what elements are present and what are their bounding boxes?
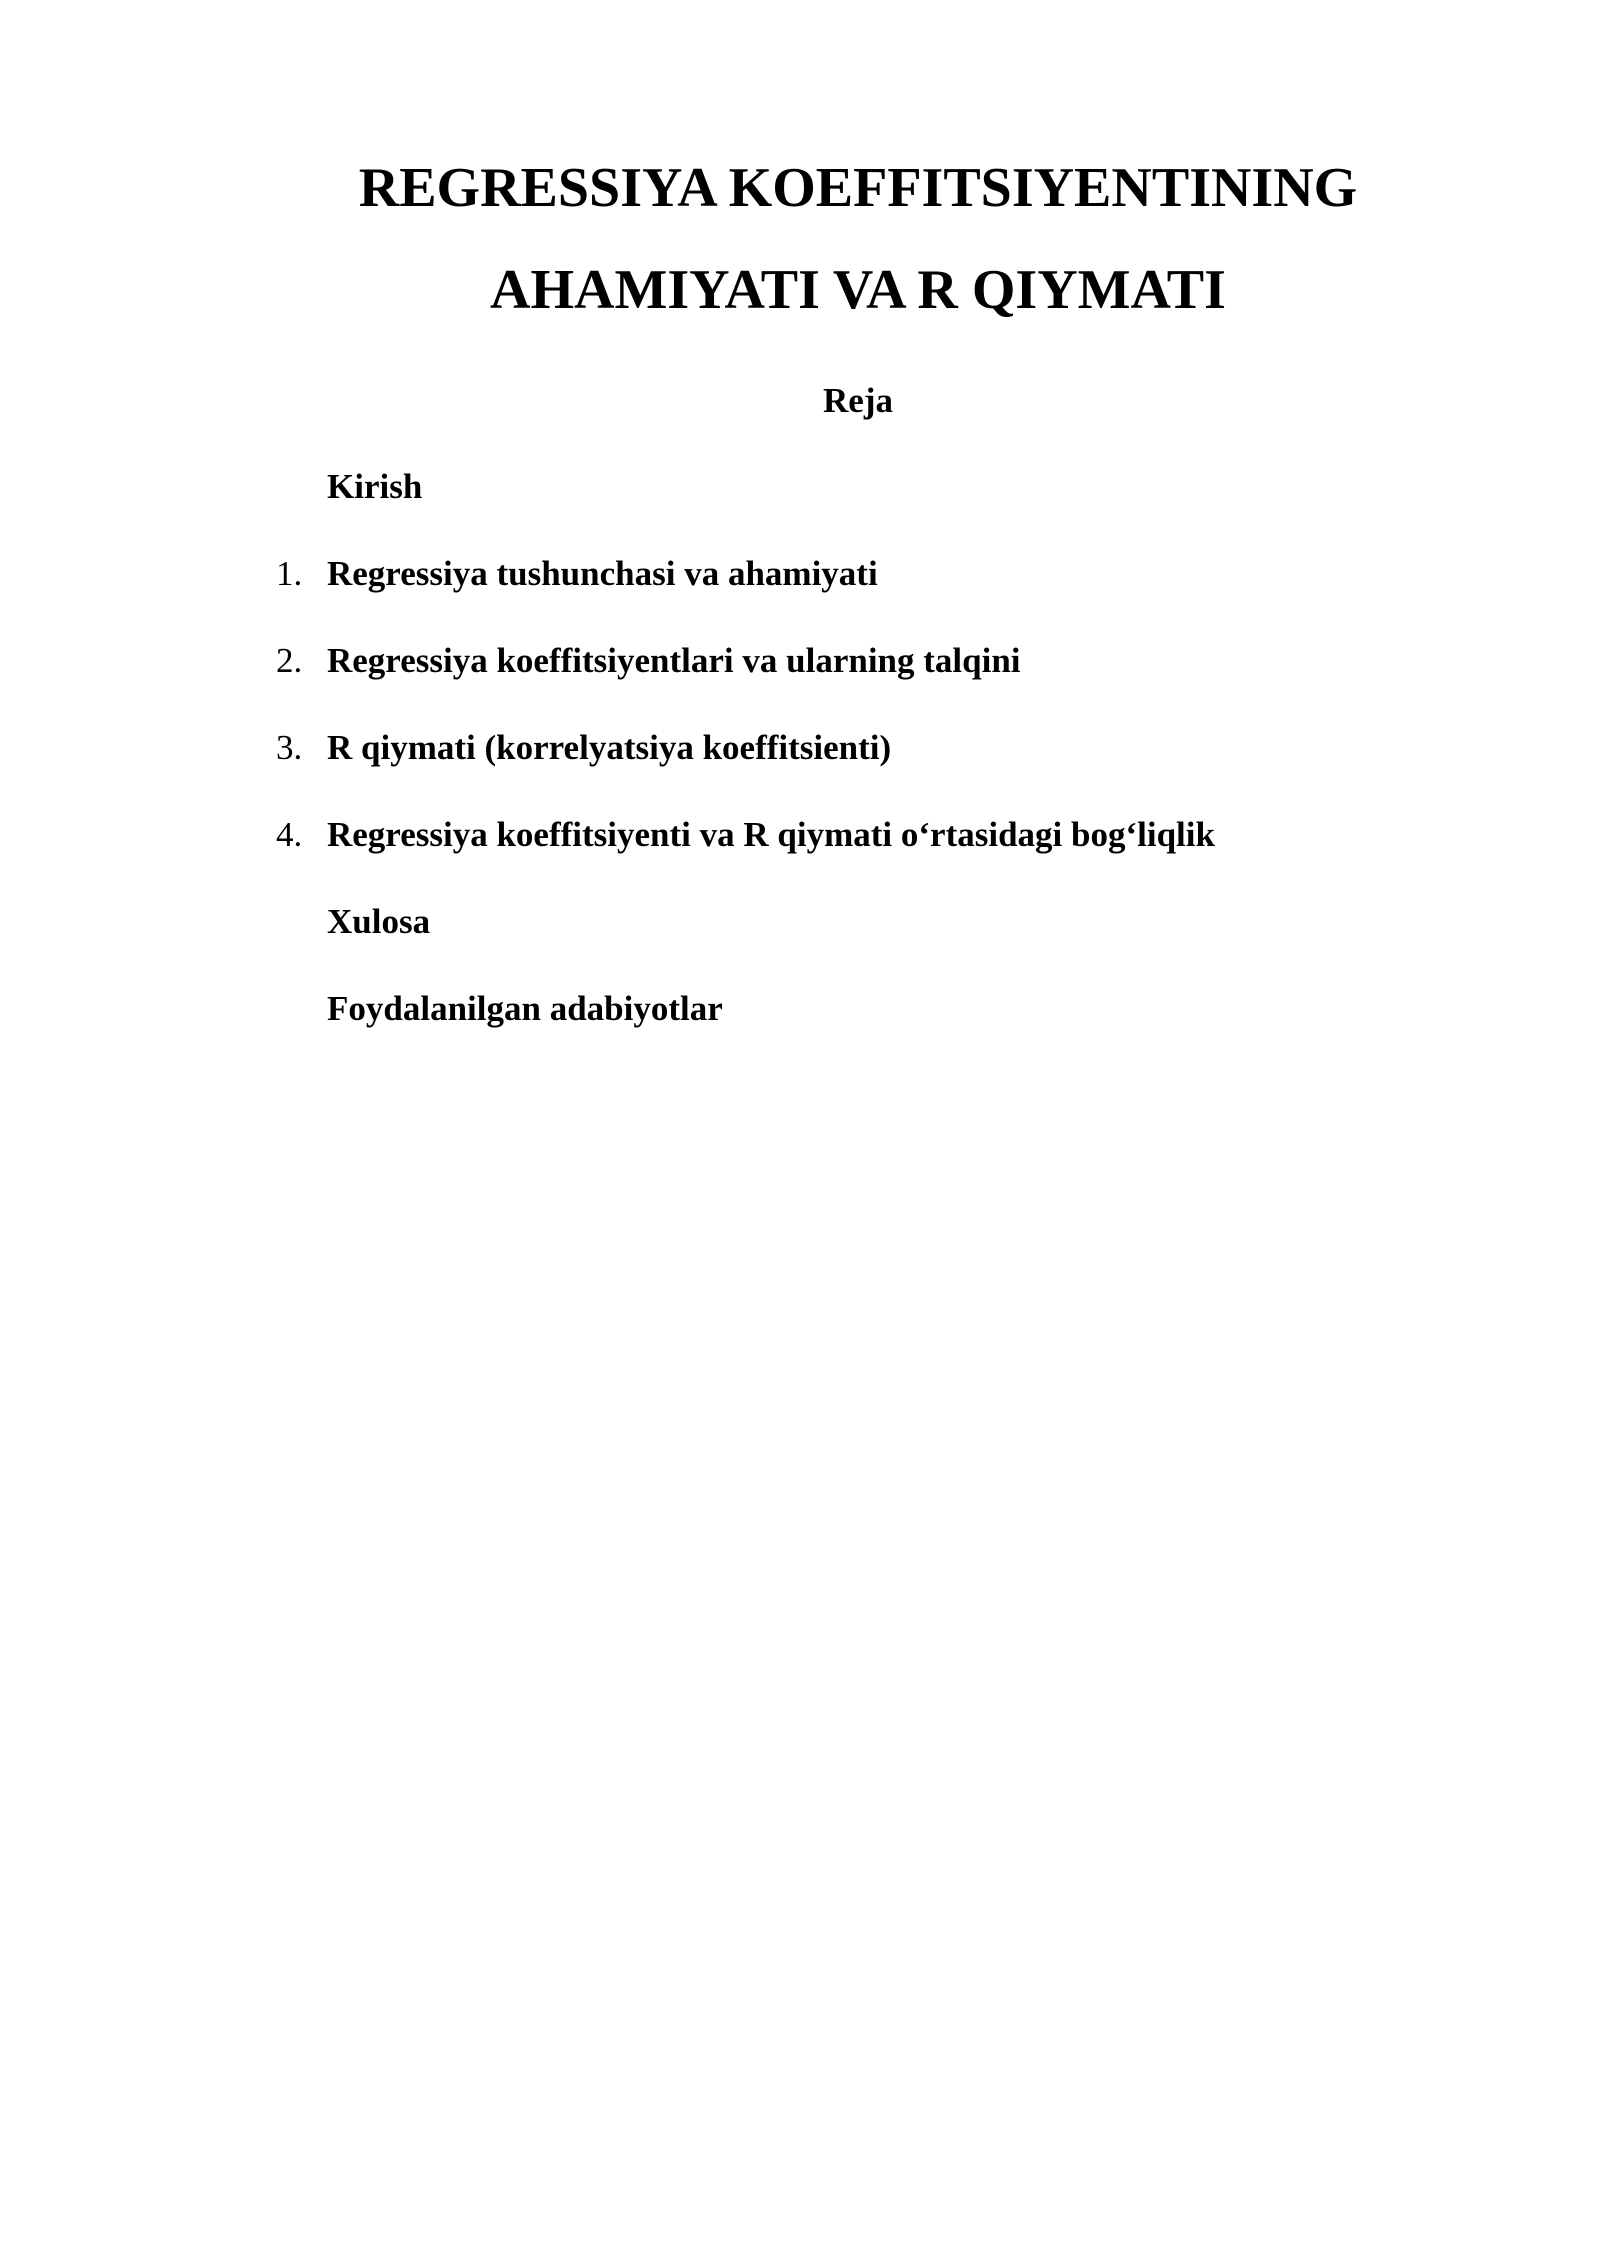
plan-item-label: R qiymati (korrelyatsiya koeffitsienti) [327,728,892,767]
plan-item-label: Foydalanilgan adabiyotlar [327,989,723,1028]
plan-item-number: 4. [276,815,303,854]
plan-item-1 [0,552,1600,596]
document-title-line-2: AHAMIYATI VA R QIYMATI [490,259,1226,321]
plan-item-label: Kirish [327,467,423,506]
plan-item-number: 1. [276,554,303,593]
plan-item-4 [0,813,1600,857]
plan-item-3 [0,726,1600,770]
document-title-line-1: REGRESSIYA KOEFFITSIYENTINING [358,157,1358,219]
plan-item-label: Regressiya tushunchasi va ahamiyati [327,554,878,593]
plan-item-conclusion [0,900,1600,944]
plan-item-intro [0,465,1600,509]
plan-item-2 [0,639,1600,683]
plan-item-references [0,987,1600,1031]
plan-heading: Reja [823,381,893,420]
plan-item-number: 3. [276,728,303,767]
plan-item-number: 2. [276,641,303,680]
plan-item-label: Regressiya koeffitsiyenti va R qiymati o‘rtasidagi bog‘liqlik [327,815,1215,854]
plan-item-label: Xulosa [327,902,431,941]
plan-item-label: Regressiya koeffitsiyentlari va ularning talqini [327,641,1021,680]
